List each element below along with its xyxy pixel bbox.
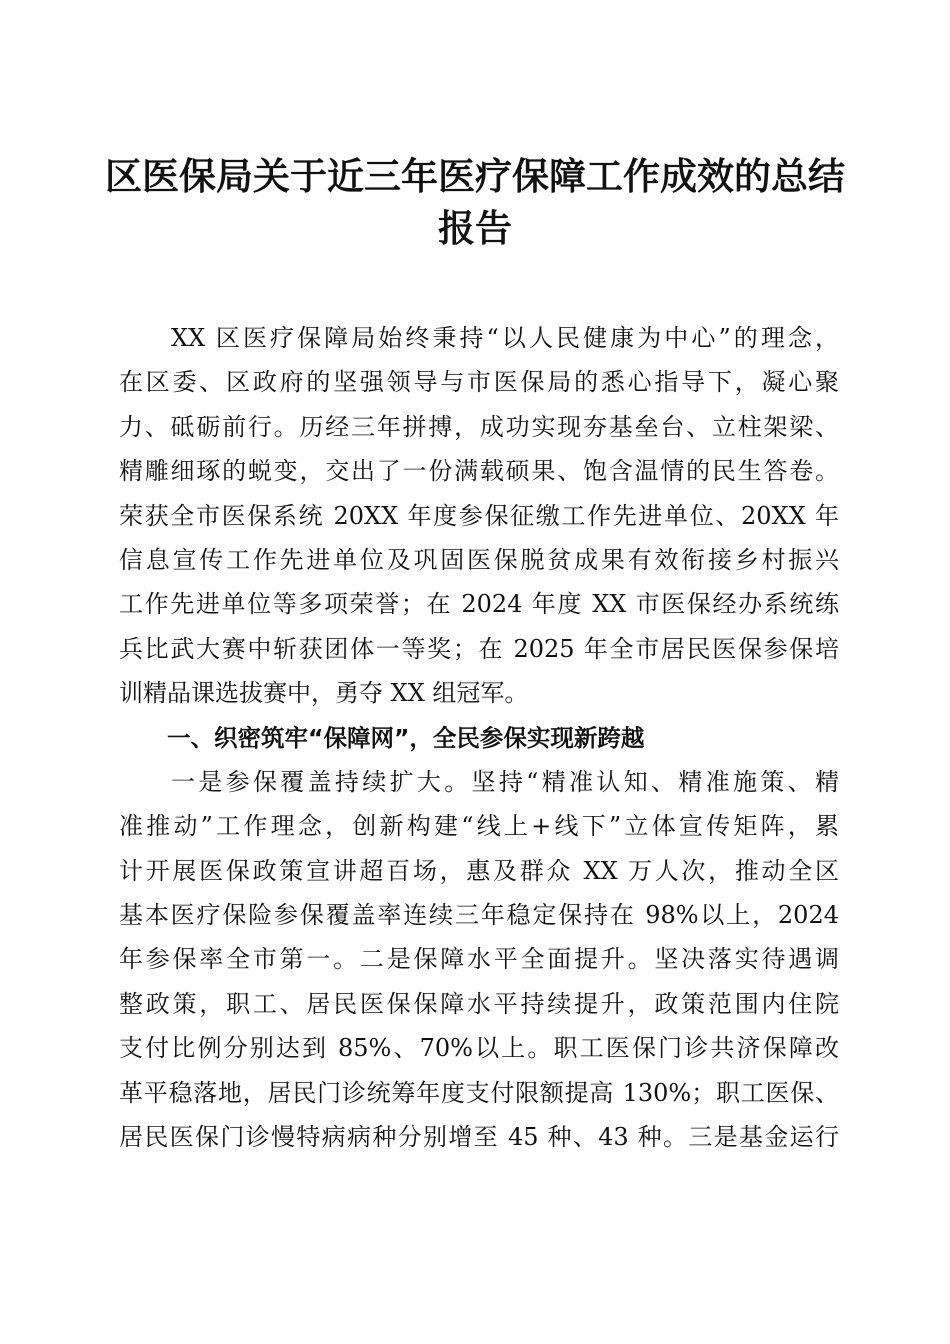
paragraph-line: XX 区医疗保障局始终秉持“以人民健康为中心”的理念， bbox=[171, 324, 839, 352]
paragraph-line: 支付比例分别达到 85%、70%以上。职工医保门诊共济保障改 bbox=[119, 1034, 839, 1063]
paragraph-line: 革平稳落地，居民门诊统筹年度支付限额提高 130%；职工医保、 bbox=[119, 1078, 839, 1107]
section-heading-1: 一、织密筑牢“保障网”，全民参保实现新跨越 bbox=[167, 723, 645, 752]
paragraph-line: 基本医疗保险参保覆盖率连续三年稳定保持在 98%以上，2024 bbox=[119, 901, 839, 930]
paragraph-line: 准推动”工作理念，创新构建“线上+线下”立体宣传矩阵，累 bbox=[119, 812, 839, 841]
paragraph-line: 居民医保门诊慢特病病种分别增至 45 种、43 种。三是基金运行 bbox=[119, 1123, 839, 1152]
paragraph-intro bbox=[119, 316, 839, 716]
paragraph-line: 信息宣传工作先进单位及巩固医保脱贫成果有效衔接乡村振兴 bbox=[119, 545, 839, 574]
title-line-1: 区医保局关于近三年医疗保障工作成效的总结 bbox=[105, 154, 845, 198]
paragraph-line: 工作先进单位等多项荣誉；在 2024 年度 XX 市医保经办系统练 bbox=[119, 590, 839, 619]
paragraph-line: 训精品课选拔赛中，勇夺 XX 组冠军。 bbox=[119, 679, 529, 708]
paragraph-line: 年参保率全市第一。二是保障水平全面提升。坚决落实待遇调 bbox=[119, 945, 839, 974]
paragraph-section-1 bbox=[119, 760, 839, 1160]
paragraph-line: 力、砥砺前行。历经三年拼搏，成功实现夯基垒台、立柱架梁、 bbox=[119, 412, 839, 441]
paragraph-line: 兵比武大赛中斩获团体一等奖；在 2025 年全市居民医保参保培 bbox=[119, 634, 839, 663]
paragraph-line: 计开展医保政策宣讲超百场，惠及群众 XX 万人次，推动全区 bbox=[119, 856, 839, 885]
paragraph-line: 在区委、区政府的坚强领导与市医保局的悉心指导下，凝心聚 bbox=[119, 368, 839, 397]
document-title bbox=[100, 150, 850, 254]
paragraph-line: 精雕细琢的蜕变，交出了一份满载硕果、饱含温情的民生答卷。 bbox=[119, 457, 839, 486]
paragraph-line: 荣获全市医保系统 20XX 年度参保征缴工作先进单位、20XX 年 bbox=[119, 501, 839, 530]
paragraph-line: 一是参保覆盖持续扩大。坚持“精准认知、精准施策、精 bbox=[171, 767, 839, 796]
document-body bbox=[119, 316, 839, 1159]
title-line-2: 报告 bbox=[438, 206, 512, 250]
paragraph-line: 整政策，职工、居民医保保障水平持续提升，政策范围内住院 bbox=[119, 989, 839, 1018]
